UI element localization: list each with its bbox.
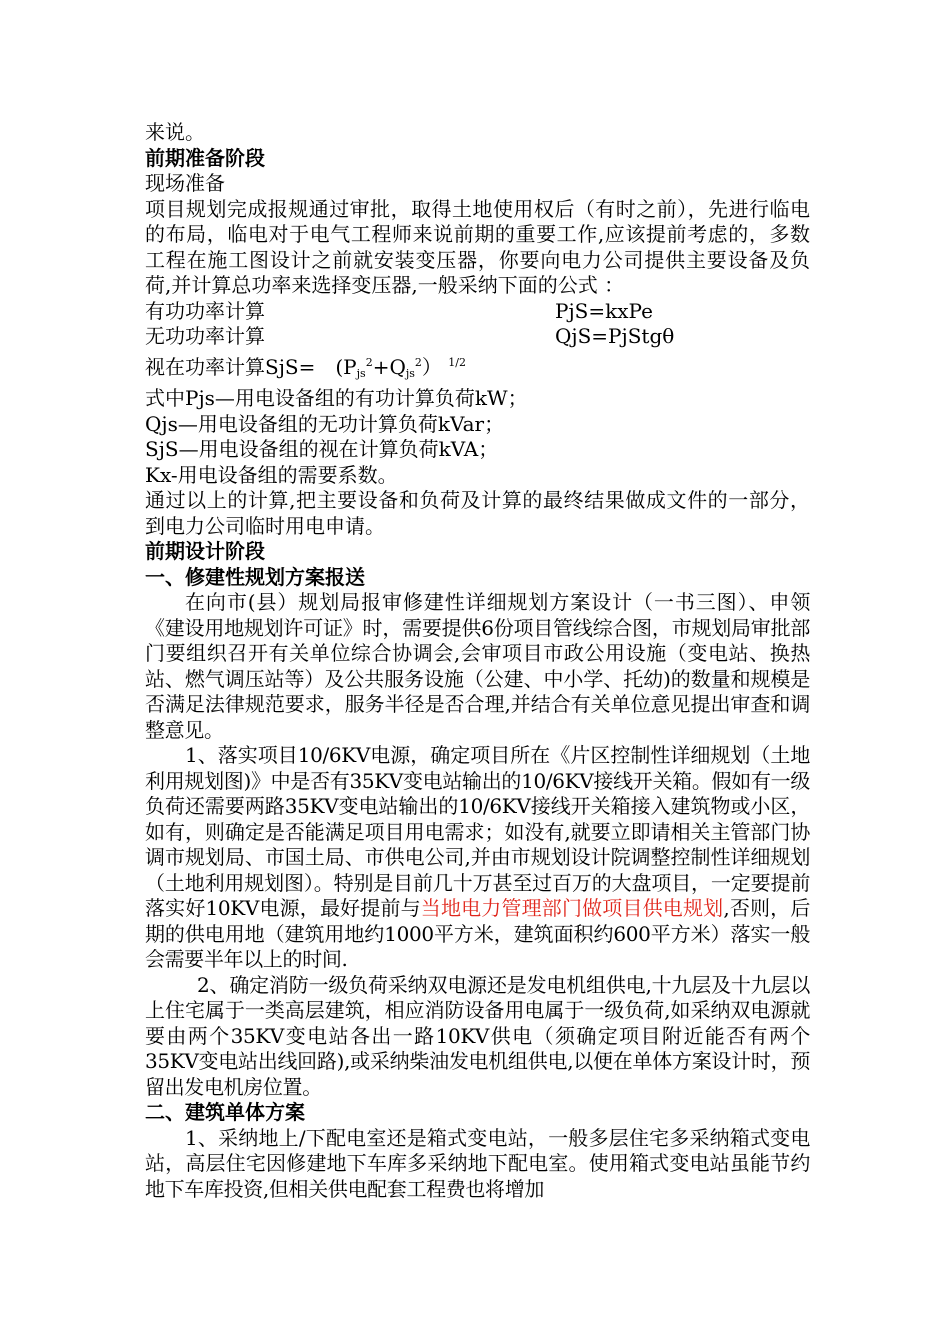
subheading-site-prep: 现场准备 [145,171,225,195]
heading-section-2: 二、建筑单体方案 [145,1100,305,1124]
document-page [145,120,810,1202]
definition-pjs: 式中Pjs—用电设备组的有功计算负荷kW； [145,386,528,410]
heading-prep-stage: 前期准备阶段 [145,145,265,170]
item-1-highlight: 当地电力管理部门做项目供电规划 [420,896,724,920]
item-1-text: 1、落实项目10/6KV电源，确定项目所在《片区控制性详细规划（土地利用规划图)》中是否有35KV变电站输出的10/6KV接线开关箱。假如有一级负荷还需要两路35KV变电站输出的10/6KV接线开关箱接入建筑物或小区，如有，则确定是否能满足项目用电需求；如没有,就要立即请相关主管部门协调市规划局、市国土局、市供电公司,并由市规划设计院调整控制性详细规划（土地利用规划图）。特别是目前几十万甚至过百万的大盘项目，一定要提前落实好10KV电源，最好提前与 [145,743,810,920]
paragraph-result: 通过以上的计算,把主要设备和负荷及计算的最终结果做成文件的一部分，到电力公司临时用电申请。 [145,488,810,538]
definition-qjs: Qjs—用电设备组的无功计算负荷kVar； [145,411,505,436]
formula-expression: QjS=PjStgθ [555,324,675,348]
paragraph-prep: 项目规划完成报规通过审批，取得土地使用权后（有时之前），先进行临电的布局，临电对于电气工程师来说前期的重要工作,应该提前考虑的，多数工程在施工图设计之前就安装变压器，你要向电力公司提供主要设备及负荷,并计算总功率来选择变压器,一般采纳下面的公式 ： [145,196,810,297]
formula-apparent-power [145,350,810,387]
formula-label: 有功功率计算 [145,298,265,323]
paragraph-continuation: 来说。 [145,120,205,144]
heading-section-1: 一、修建性规划方案报送 [145,564,365,589]
paragraph-item-1 [145,743,810,973]
subscript: js [356,366,366,380]
paragraph-section-1: 在向市(县）规划局报审修建性详细规划方案设计（一书三图）、申领《建设用地规划许可证》时，需要提供6份项目管线综合图，市规划局审批部门要组织召开有关单位综合协调会,会审项目市政公用设施（变电站、换热站、燃气调压站等）及公共服务设施（公建、中小学、托幼)的数量和规模是否满足法律规范要求，服务半径是否合理,并结合有关单位意见提出审查和调整意见。 [145,590,810,742]
formula-mid: +Q [372,354,406,379]
item-1-text-end: ,否则，后期的供电用地（建筑用地约1000平方米，建筑面积约600平方米）落实一般会需要半年以上的时间. [145,896,810,971]
formula-active-power [145,299,810,325]
definition-sjs: SjS—用电设备组的视在计算负荷kVA； [145,437,499,461]
superscript: 2 [365,355,373,369]
superscript: 2 [414,355,422,369]
formula-close: ） [421,354,442,379]
definition-kx: Kx-用电设备组的需要系数。 [145,462,398,487]
formula-prefix: 视在功率计算SjS= (P [145,354,357,379]
formula-reactive-power [145,324,810,350]
paragraph-section-2: 1、采纳地上/下配电室还是箱式变电站，一般多层住宅多采纳箱式变电站，高层住宅因修建地下车库多采纳地下配电室。使用箱式变电站虽能节约地下车库投资,但相关供电配套工程费也将增加 [145,1125,810,1201]
exponent: 1/2 [448,355,466,369]
heading-design-stage: 前期设计阶段 [145,539,265,563]
paragraph-item-2: 2、确定消防一级负荷采纳双电源还是发电机组供电,十九层及十九层以上住宅属于一类高层建筑，相应消防设备用电属于一级负荷,如采纳双电源就要由两个35KV变电站各出一路10KV供电（须确定项目附近能否有两个35KV变电站出线回路),或采纳柴油发电机组供电,以便在单体方案设计时，预留出发电机房位置。 [145,972,810,1099]
formula-expression: PjS=kxPe [555,298,653,323]
formula-label: 无功功率计算 [145,324,265,348]
subscript: js [405,366,415,380]
